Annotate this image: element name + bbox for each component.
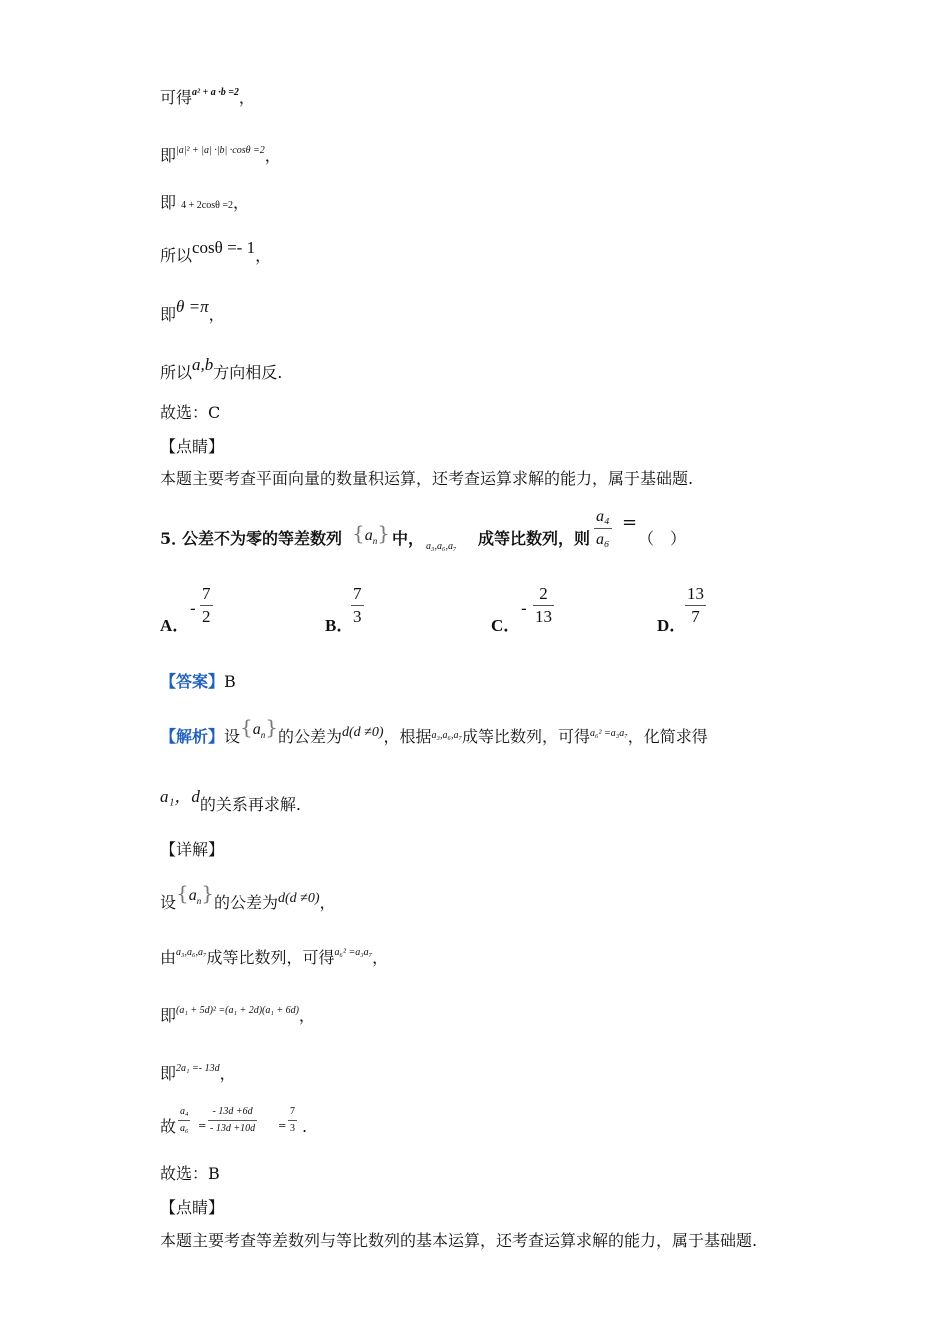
sol4-choice: 故选：C bbox=[160, 403, 221, 422]
fraction-num: 13 bbox=[685, 583, 706, 606]
text: 即 bbox=[160, 146, 177, 165]
detail-comment-text: 本题主要考查等差数列与等比数列的基本运算，还考查运算求解的能力，属于基础题. bbox=[160, 1231, 758, 1250]
sol4-line-1 bbox=[160, 82, 830, 109]
equals-sign: = bbox=[278, 1121, 287, 1132]
math-expression: cosθ =- 1 bbox=[192, 238, 256, 257]
option-label: A． bbox=[160, 616, 190, 635]
text: ， bbox=[233, 193, 250, 212]
text: ， bbox=[372, 948, 389, 967]
math-terms: a₃,a₆,a₇ bbox=[176, 947, 207, 958]
math-sub: n bbox=[260, 730, 266, 741]
answer-blank: （ ） bbox=[638, 529, 687, 548]
text: 的关系再求解. bbox=[199, 795, 302, 814]
detail-line-3 bbox=[160, 1000, 830, 1027]
detail-line-5 bbox=[160, 1104, 830, 1144]
text: 即 bbox=[160, 1006, 177, 1025]
detail-choice: 故选：B bbox=[160, 1164, 220, 1183]
analysis-line-1 bbox=[160, 716, 830, 748]
option-sign: - bbox=[521, 599, 527, 619]
math-expression: θ =π bbox=[176, 297, 209, 316]
text: ， bbox=[298, 1006, 315, 1025]
fraction-num: 7 bbox=[288, 1104, 297, 1121]
fraction-den: 2 bbox=[202, 607, 211, 626]
text: ， bbox=[238, 88, 255, 107]
detail-line-1 bbox=[160, 882, 830, 914]
text: 由 bbox=[160, 948, 177, 967]
sol4-comment-title: 【点睛】 bbox=[160, 437, 225, 456]
text: 的公差为 bbox=[278, 727, 343, 746]
text: 的公差为 bbox=[213, 893, 278, 912]
detail-comment-title: 【点睛】 bbox=[160, 1198, 225, 1217]
fraction-den: - 13d +10d bbox=[210, 1123, 256, 1134]
math-expression: d(d ≠0) bbox=[342, 725, 384, 740]
fraction bbox=[594, 506, 612, 551]
question-text: 成等比数列，则 bbox=[478, 529, 591, 548]
math-var: a bbox=[252, 721, 261, 738]
option-fraction bbox=[533, 583, 554, 628]
fraction-den: a₆ bbox=[596, 531, 610, 548]
fraction-den: 3 bbox=[290, 1123, 295, 1134]
fraction-den: 13 bbox=[535, 607, 552, 626]
math-expression: a₁，d bbox=[160, 787, 200, 806]
text: ， bbox=[219, 1064, 236, 1083]
question-text: 公差不为零的等差数列 bbox=[182, 529, 343, 548]
math-expression: a,b bbox=[192, 355, 214, 374]
equals-sign: = bbox=[198, 1121, 207, 1132]
text: ， bbox=[208, 305, 225, 324]
math-expression: a₆² =a₃a₇ bbox=[334, 947, 373, 958]
question-number: 5． bbox=[160, 529, 188, 548]
option-label: D． bbox=[657, 616, 687, 635]
question-text: 中， bbox=[392, 529, 425, 548]
math-expression: d(d ≠0) bbox=[278, 891, 320, 906]
detail-line-4 bbox=[160, 1058, 830, 1085]
text: 即 bbox=[160, 1064, 177, 1083]
sequence-an bbox=[240, 715, 278, 741]
math-var: a bbox=[364, 527, 373, 544]
fraction-num: a₄ bbox=[178, 1104, 190, 1121]
answer-tag: 【答案】 bbox=[160, 672, 225, 691]
text: 设 bbox=[160, 893, 177, 912]
text: ， bbox=[319, 893, 336, 912]
text: 故 bbox=[160, 1117, 177, 1136]
equals-sign: = bbox=[622, 512, 638, 533]
math-expression: a₆² =a₃a₇ bbox=[590, 728, 628, 739]
text: ，化简求得 bbox=[627, 727, 708, 746]
text: 即 bbox=[160, 193, 177, 212]
sol4-line-2 bbox=[160, 140, 830, 167]
option-fraction bbox=[200, 583, 213, 628]
fraction-den: a₆ bbox=[180, 1123, 189, 1134]
analysis-tag: 【解析】 bbox=[160, 727, 225, 746]
sequence-an bbox=[176, 881, 214, 907]
option-fraction bbox=[685, 583, 706, 628]
fraction-num: 7 bbox=[351, 583, 364, 606]
text: 设 bbox=[224, 727, 241, 746]
sol4-line-5 bbox=[160, 296, 830, 326]
option-fraction bbox=[351, 583, 364, 628]
text: 可得 bbox=[160, 88, 193, 107]
brace-icon: { bbox=[240, 715, 253, 739]
math-expression: |a|² + |a| ·|b| ·cosθ =2 bbox=[176, 145, 265, 156]
sequence-an bbox=[352, 522, 390, 552]
fraction-den: 7 bbox=[691, 607, 700, 626]
answer-value: B bbox=[224, 672, 236, 691]
fraction-num: 2 bbox=[533, 583, 554, 606]
math-expression: 2a₁ =- 13d bbox=[176, 1063, 220, 1074]
text: ，根据 bbox=[383, 727, 432, 746]
fraction-num: a₄ bbox=[594, 506, 612, 529]
brace-icon: { bbox=[352, 521, 365, 545]
text: 所以 bbox=[160, 363, 193, 382]
detail-line-2 bbox=[160, 942, 830, 969]
sol4-line-6 bbox=[160, 354, 830, 384]
brace-icon: } bbox=[377, 521, 390, 545]
text: 成等比数列，可得 bbox=[461, 727, 590, 746]
math-expression: a² + a ·b =2 bbox=[192, 87, 239, 98]
math-var: a bbox=[188, 887, 197, 904]
text: ， bbox=[255, 246, 272, 265]
sol4-comment-text: 本题主要考查平面向量的数量积运算，还考查运算求解的能力，属于基础题. bbox=[160, 469, 694, 488]
answer-line bbox=[160, 671, 830, 693]
question-5 bbox=[160, 508, 830, 566]
brace-icon: } bbox=[265, 715, 278, 739]
fraction bbox=[178, 1104, 190, 1137]
option-label: C． bbox=[491, 616, 521, 635]
fraction bbox=[208, 1104, 257, 1137]
text: ， bbox=[264, 146, 281, 165]
math-sub: n bbox=[372, 536, 378, 547]
detail-tag: 【详解】 bbox=[160, 840, 225, 859]
sol4-line-3 bbox=[160, 192, 830, 217]
option-label: B． bbox=[325, 616, 354, 635]
option-sign: - bbox=[190, 599, 196, 619]
math-expression: 4 + 2cosθ =2 bbox=[181, 200, 234, 211]
text: 所以 bbox=[160, 246, 193, 265]
fraction-num: - 13d +6d bbox=[208, 1104, 257, 1121]
fraction bbox=[288, 1104, 297, 1137]
brace-icon: } bbox=[201, 881, 214, 905]
math-terms: a₃,a₆,a₇ bbox=[426, 541, 457, 552]
brace-icon: { bbox=[176, 881, 189, 905]
fraction-num: 7 bbox=[200, 583, 213, 606]
sol4-line-4 bbox=[160, 237, 830, 267]
analysis-line-2 bbox=[160, 786, 830, 816]
text: . bbox=[302, 1117, 308, 1136]
math-expression: (a₁ + 5d)² =(a₁ + 2d)(a₁ + 6d) bbox=[176, 1005, 299, 1016]
text: 方向相反. bbox=[213, 363, 283, 382]
text: 即 bbox=[160, 305, 177, 324]
math-terms: a₃,a₆,a₇ bbox=[431, 730, 462, 741]
text: 成等比数列，可得 bbox=[206, 948, 335, 967]
math-sub: n bbox=[196, 896, 202, 907]
fraction-den: 3 bbox=[353, 607, 362, 626]
